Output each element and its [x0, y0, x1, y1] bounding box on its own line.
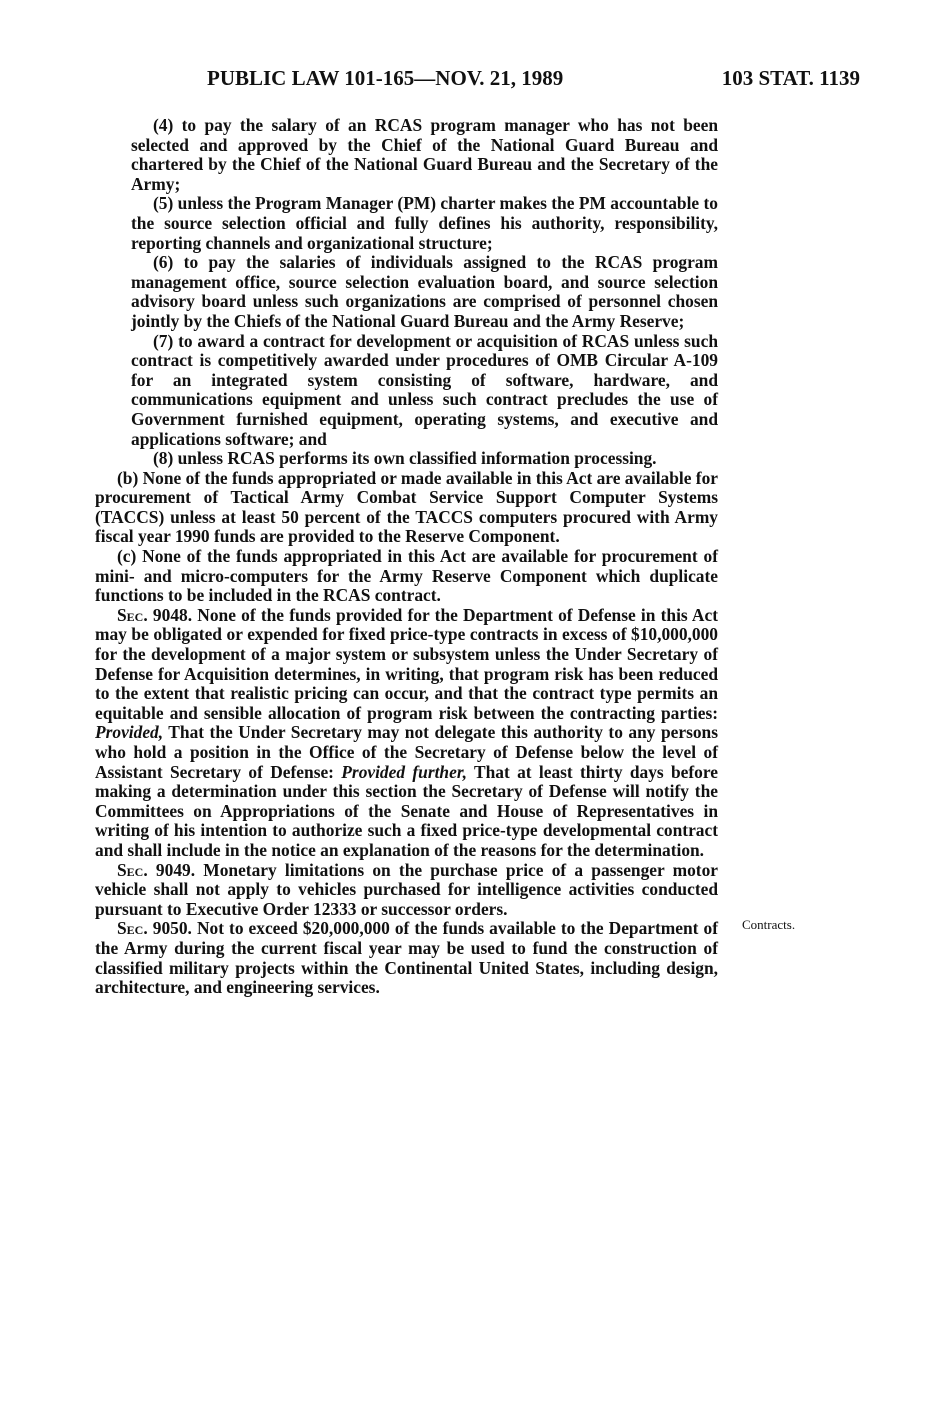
running-header [95, 66, 860, 96]
section-number: 9049. [155, 859, 196, 880]
section-text: None of the funds provided for the Department of Defense in this Act may be obligated or expended for fixed price-type contracts in excess of $10,000,000 for the development of a major system or subsystem unless the Under Secretary of Defense for Acquisition determines, in writing, that program risk has been reduced to the extent that realistic pricing can occur, and that the contract type permits an equitable and sensible allocation of program risk between the contracting parties: [95, 604, 718, 723]
header-title: PUBLIC LAW 101-165—NOV. 21, 1989 [207, 66, 564, 90]
proviso-provided: Provided, [95, 722, 164, 743]
subsection-c: (c) None of the funds appropriated in this Act are available for procurement of mini- and micro-computers for the Army Reserve Component which duplicate functions to be included in the RCAS contract. [95, 546, 718, 606]
header-stat-page: 103 STAT. 1139 [721, 66, 860, 90]
section-text: That at least thirty days before making a determination under this section the Secretary of Defense will notify the Committees on Appropriations of the Senate and House of Representatives in writing of his intention to authorize such a fixed price-type developmental contract and shall include in the notice an explanation of the reasons for the determination. [95, 761, 718, 860]
section-text: Not to exceed $20,000,000 of the funds available to the Department of the Army during the current fiscal year may be used to fund the construction of classified military projects within the Continental United States, including design, architecture, and engineering services. [95, 918, 718, 998]
section-label: Sec. [117, 859, 148, 880]
section-9050 [95, 919, 718, 997]
section-text: That the Under Secretary may not delegate this authority to any persons who hold a position in the Office of the Secretary of Defense below the level of Assistant Secretary of Defense: [95, 722, 718, 782]
section-number: 9048. [152, 604, 193, 625]
section-label: Sec. [117, 918, 148, 939]
margin-note-contracts: Contracts. [742, 917, 796, 932]
item-6: (6) to pay the salaries of individuals assigned to the RCAS program management office, source selection evaluation board, and source selection advisory board unless such organizations are comprised of personnel chosen jointly by the Chiefs of the National Guard Bureau and the Army Reserve; [131, 252, 718, 331]
item-5: (5) unless the Program Manager (PM) charter makes the PM accountable to the source selection official and fully defines his authority, responsibility, reporting channels and organizational structure; [131, 193, 718, 253]
body-text [95, 116, 718, 998]
item-4: (4) to pay the salary of an RCAS program manager who has not been selected and approved by the Chief of the National Guard Bureau and chartered by the Chief of the National Guard Bureau and the Secretary of the Army; [131, 115, 718, 194]
subsection-b: (b) None of the funds appropriated or made available in this Act are available for procurement of Tactical Army Combat Service Support Computer Systems (TACCS) unless at least 50 percent of the TACCS computers procured with Army fiscal year 1990 funds are provided to the Reserve Component. [95, 467, 718, 547]
section-number: 9050. [152, 918, 192, 939]
item-7: (7) to award a contract for development or acquisition of RCAS unless such contract is competitively awarded under procedures of OMB Circular A-109 for an integrated system consisting of software, hardware, and communications equipment and unless such contract precludes the use of Government furnished equipment, operating systems, and executive and applications software; and [131, 330, 718, 449]
section-9049 [95, 861, 718, 920]
item-8: (8) unless RCAS performs its own classified information processing. [153, 448, 657, 469]
section-text: Monetary limitations on the purchase price of a passenger motor vehicle shall not apply to vehicles purchased for intelligence activities conducted pursuant to Executive Order 12333 or successor orders. [95, 859, 718, 919]
section-9048 [95, 606, 718, 861]
proviso-provided-further: Provided further, [341, 761, 467, 782]
section-label: Sec. [117, 604, 148, 625]
